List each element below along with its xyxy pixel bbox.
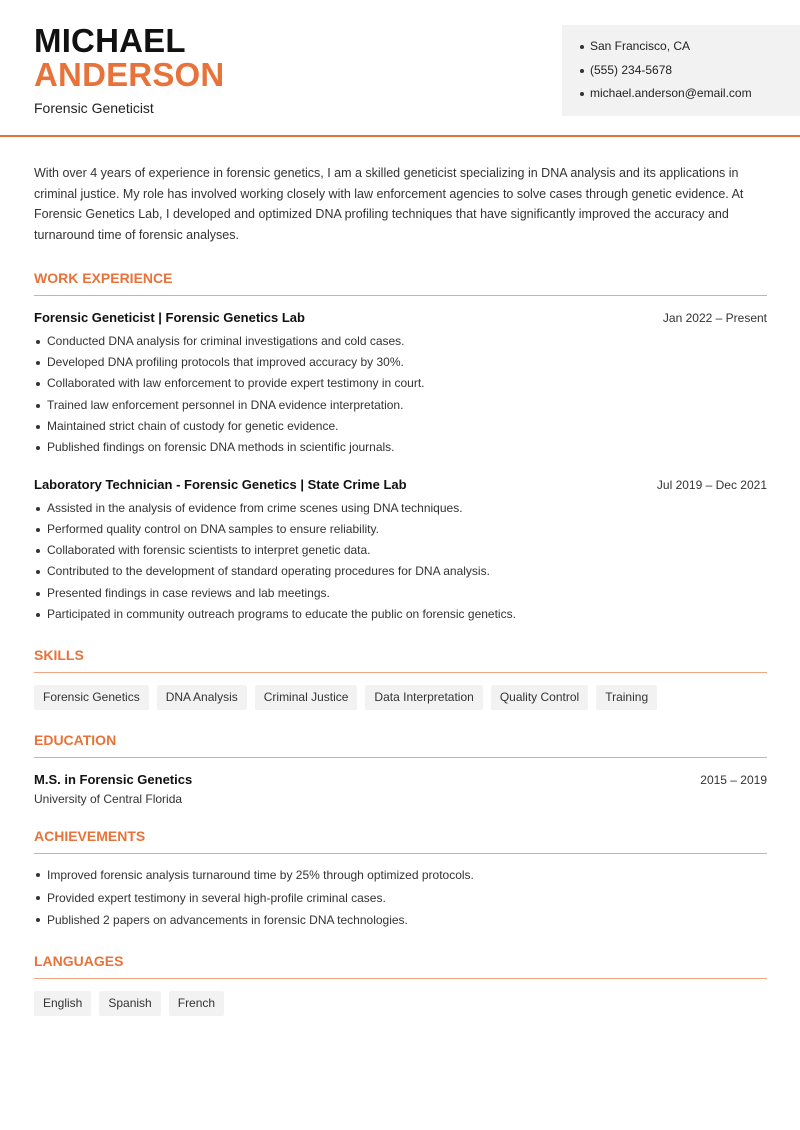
achievement-item: Provided expert testimony in several high-profile criminal cases. bbox=[34, 887, 767, 909]
skills-list bbox=[34, 685, 767, 710]
job-bullet: Trained law enforcement personnel in DNA evidence interpretation. bbox=[34, 395, 767, 416]
section-title-languages: LANGUAGES bbox=[34, 953, 767, 979]
job-role: Forensic Geneticist | Forensic Genetics Lab bbox=[34, 309, 305, 325]
job-bullets bbox=[34, 498, 767, 626]
language-tag: English bbox=[34, 991, 91, 1016]
section-title-achievements: ACHIEVEMENTS bbox=[34, 828, 767, 854]
job-bullet: Performed quality control on DNA samples to ensure reliability. bbox=[34, 519, 767, 540]
language-tag: French bbox=[169, 991, 224, 1016]
education-school: University of Central Florida bbox=[34, 792, 183, 807]
achievement-item: Published 2 papers on advancements in forensic DNA technologies. bbox=[34, 909, 767, 931]
skill-tag: Forensic Genetics bbox=[34, 685, 149, 710]
section-title-skills: SKILLS bbox=[34, 647, 767, 673]
job-title: Forensic Geneticist bbox=[34, 100, 154, 116]
resume-body bbox=[34, 163, 767, 1016]
first-name: MICHAEL bbox=[34, 22, 186, 59]
job-bullet: Developed DNA profiling protocols that improved accuracy by 30%. bbox=[34, 352, 767, 373]
last-name: ANDERSON bbox=[34, 56, 225, 93]
achievement-item: Improved forensic analysis turnaround time by 25% through optimized protocols. bbox=[34, 864, 767, 886]
contact-location: San Francisco, CA bbox=[580, 35, 800, 59]
job-entry bbox=[34, 310, 767, 459]
section-title-work-experience: WORK EXPERIENCE bbox=[34, 270, 767, 296]
job-dates: Jul 2019 – Dec 2021 bbox=[656, 477, 767, 492]
job-bullet: Assisted in the analysis of evidence from crime scenes using DNA techniques. bbox=[34, 498, 767, 519]
contact-phone: (555) 234-5678 bbox=[580, 59, 800, 83]
job-bullets bbox=[34, 331, 767, 459]
job-bullet: Collaborated with forensic scientists to interpret genetic data. bbox=[34, 540, 767, 561]
summary-paragraph: With over 4 years of experience in forensic genetics, I am a skilled geneticist specializing in DNA analysis and its applications in criminal justice. My role has involved working closely with law enforcement agencies to solve cases through genetic evidence. At Forensic Genetics Lab, I developed and optimized DNA profiling techniques that have significantly improved the accuracy and turnaround time of forensic analyses. bbox=[34, 166, 744, 243]
skill-tag: Data Interpretation bbox=[365, 685, 482, 710]
achievements-list bbox=[34, 864, 767, 931]
contact-box bbox=[562, 25, 800, 116]
job-bullet: Published findings on forensic DNA methods in scientific journals. bbox=[34, 437, 767, 458]
education-dates: 2015 – 2019 bbox=[700, 773, 767, 788]
candidate-name bbox=[34, 24, 224, 92]
skill-tag: DNA Analysis bbox=[157, 685, 247, 710]
language-tag: Spanish bbox=[99, 991, 160, 1016]
section-title-education: EDUCATION bbox=[34, 732, 767, 758]
education-degree: M.S. in Forensic Genetics bbox=[34, 772, 193, 788]
job-bullet: Collaborated with law enforcement to provide expert testimony in court. bbox=[34, 373, 767, 394]
job-bullet: Participated in community outreach programs to educate the public on forensic genetics. bbox=[34, 604, 767, 625]
contact-email: michael.anderson@email.com bbox=[580, 82, 800, 106]
education-entry bbox=[34, 772, 767, 787]
job-bullet: Maintained strict chain of custody for genetic evidence. bbox=[34, 416, 767, 437]
job-bullet: Contributed to the development of standard operating procedures for DNA analysis. bbox=[34, 561, 767, 582]
resume-header bbox=[0, 0, 800, 137]
skill-tag: Quality Control bbox=[491, 685, 588, 710]
job-role: Laboratory Technician - Forensic Genetics | State Crime Lab bbox=[34, 476, 407, 492]
skill-tag: Criminal Justice bbox=[255, 685, 358, 710]
skill-tag: Training bbox=[596, 685, 657, 710]
job-dates: Jan 2022 – Present bbox=[662, 310, 767, 325]
job-bullet: Conducted DNA analysis for criminal investigations and cold cases. bbox=[34, 331, 767, 352]
languages-list bbox=[34, 991, 767, 1016]
job-bullet: Presented findings in case reviews and lab meetings. bbox=[34, 583, 767, 604]
job-entry bbox=[34, 477, 767, 626]
